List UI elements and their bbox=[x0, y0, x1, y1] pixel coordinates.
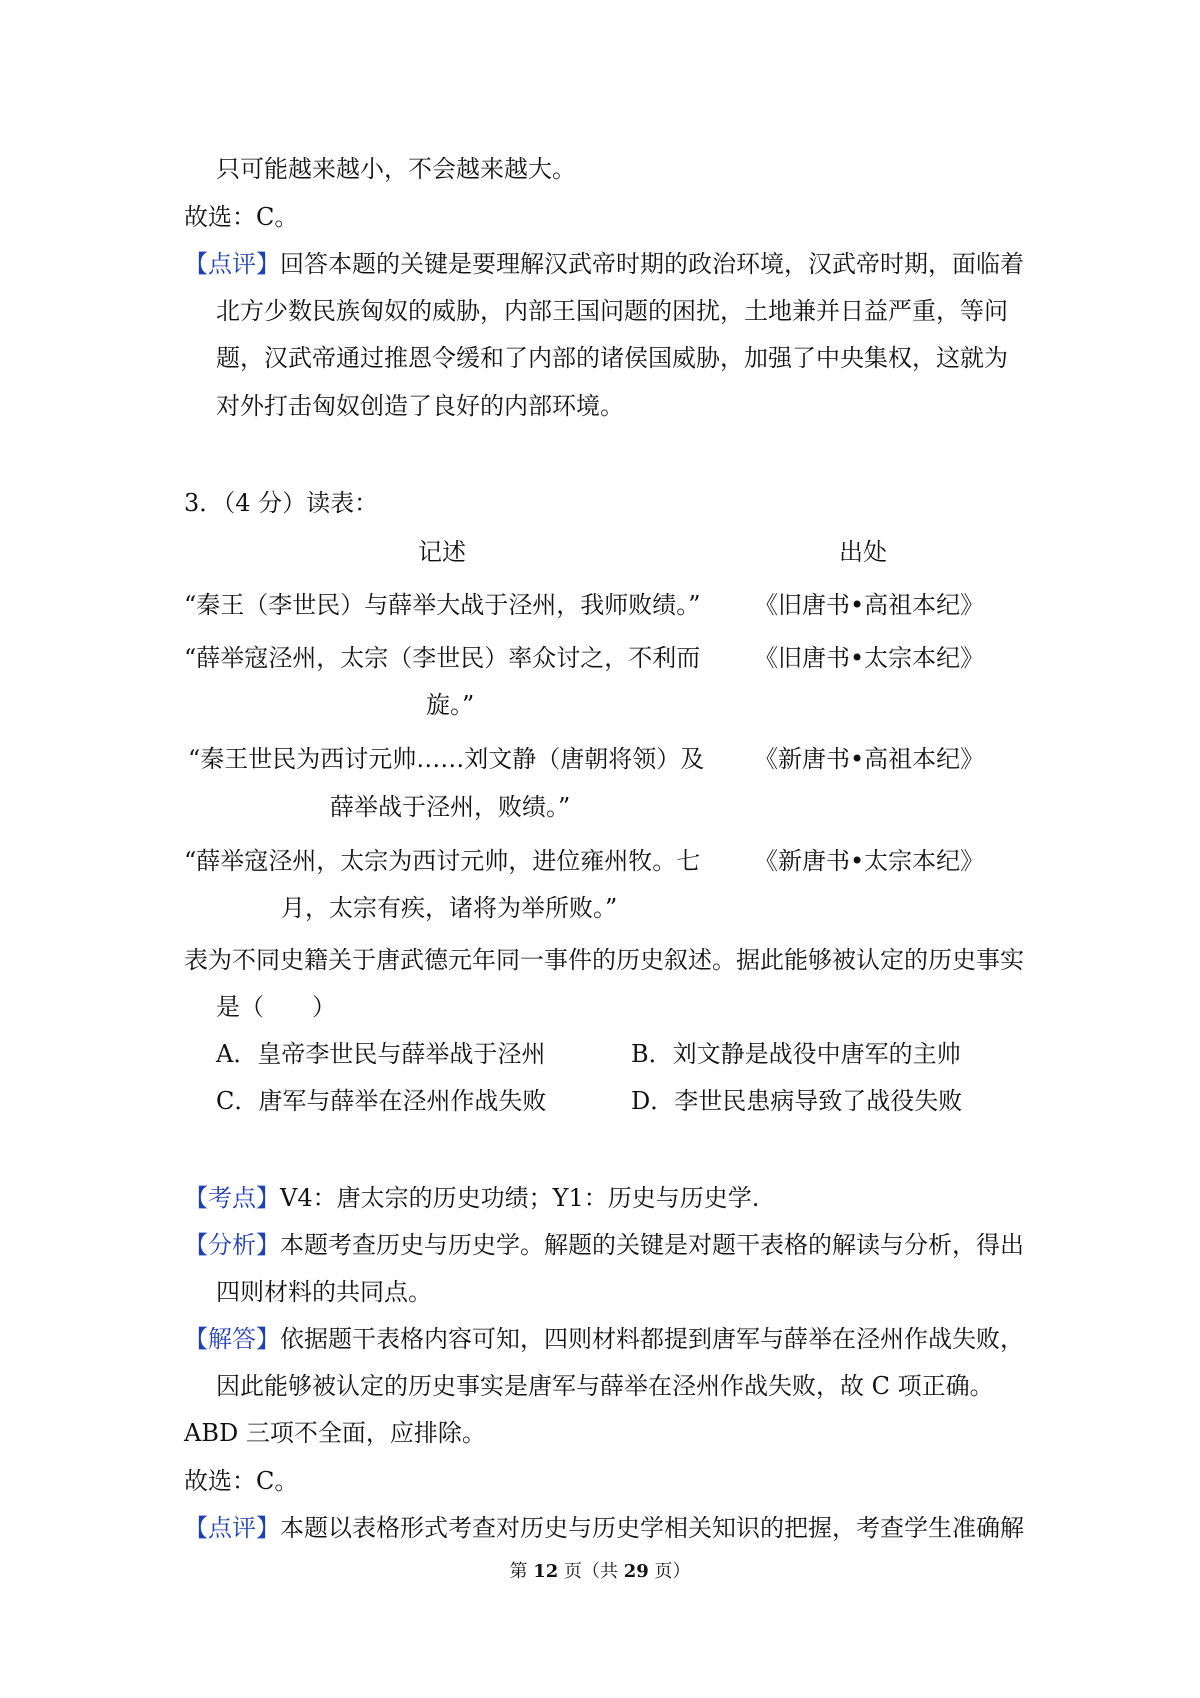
fenxi-line-1 bbox=[0, 1230, 1200, 1260]
page-footer bbox=[0, 1560, 1200, 1584]
kaodian-tag: 【考点】 bbox=[184, 1184, 280, 1212]
comment-1-line-2 bbox=[0, 296, 1200, 326]
option-c bbox=[216, 1086, 546, 1116]
comment-1-line-1 bbox=[0, 249, 1200, 279]
table-row-3-source: 《新唐书•高祖本纪》 bbox=[754, 745, 985, 773]
comment-1-text-3: 题，汉武帝通过推恩令缓和了内部的诸侯国威胁，加强了中央集权，这就为 bbox=[216, 344, 1008, 372]
option-d bbox=[631, 1086, 962, 1116]
jieda-text-1: 依据题干表格内容可知，四则材料都提到唐军与薛举在泾州作战失败， bbox=[280, 1325, 1024, 1353]
question-stem-text-1: 表为不同史籍关于唐武德元年同一事件的历史叙述。据此能够被认定的历史事实 bbox=[184, 946, 1024, 974]
footer-suffix: 页） bbox=[648, 1561, 691, 1582]
option-a-label: A． bbox=[216, 1040, 258, 1068]
question-header bbox=[0, 488, 1200, 518]
answer-2-text: 故选：C。 bbox=[184, 1467, 299, 1495]
question-number: 3． bbox=[184, 489, 224, 517]
table-row-4-record-line-2: 月，太宗有疾，诸将为举所败。” bbox=[281, 894, 618, 922]
comment-1-line-4 bbox=[0, 391, 1200, 421]
option-c-text: 唐军与薛举在泾州作战失败 bbox=[258, 1087, 547, 1115]
fenxi-line-2 bbox=[0, 1277, 1200, 1307]
jieda-line-1 bbox=[0, 1324, 1200, 1354]
jieda-tag: 【解答】 bbox=[184, 1325, 280, 1353]
option-a bbox=[216, 1039, 545, 1069]
jieda-text-2: 因此能够被认定的历史事实是唐军与薛举在泾州作战失败，故 C 项正确。 bbox=[216, 1372, 994, 1400]
option-b bbox=[631, 1039, 961, 1069]
question-stem-line-2 bbox=[0, 992, 1200, 1022]
comment-1-tag: 【点评】 bbox=[184, 250, 280, 278]
option-c-label: C． bbox=[216, 1087, 259, 1115]
table-row-4-record-line-1: “薛举寇泾州，太宗为西讨元帅，进位雍州牧。七 bbox=[184, 847, 701, 875]
option-d-label: D． bbox=[631, 1087, 675, 1115]
footer-prefix: 第 bbox=[509, 1561, 534, 1582]
option-b-label: B． bbox=[631, 1040, 673, 1068]
comment-2-tag: 【点评】 bbox=[184, 1514, 280, 1542]
kaodian-text: V4：唐太宗的历史功绩；Y1：历史与历史学. bbox=[280, 1184, 760, 1212]
table-row-4-source: 《新唐书•太宗本纪》 bbox=[754, 847, 985, 875]
fenxi-text-1: 本题考查历史与历史学。解题的关键是对题干表格的解读与分析，得出 bbox=[280, 1231, 1024, 1259]
fenxi-text-2: 四则材料的共同点。 bbox=[216, 1278, 432, 1306]
jieda-line-3 bbox=[0, 1418, 1200, 1448]
question-stem-text-2: 是（ ） bbox=[216, 993, 336, 1021]
footer-middle: 页（共 bbox=[558, 1561, 624, 1582]
table-row-1-source: 《旧唐书•高祖本纪》 bbox=[754, 591, 985, 619]
footer-total-pages: 29 bbox=[623, 1561, 649, 1582]
comment-1-text-2: 北方少数民族匈奴的威胁，内部王国问题的困扰，土地兼并日益严重，等问 bbox=[216, 297, 1008, 325]
option-b-text: 刘文静是战役中唐军的主帅 bbox=[672, 1040, 961, 1068]
intro-continuation bbox=[0, 154, 1200, 184]
kaodian-line bbox=[0, 1183, 1200, 1213]
jieda-line-2 bbox=[0, 1371, 1200, 1401]
table-header-record: 记述 bbox=[418, 538, 466, 566]
jieda-text-3: ABD 三项不全面，应排除。 bbox=[184, 1419, 486, 1447]
comment-1-text-4: 对外打击匈奴创造了良好的内部环境。 bbox=[216, 392, 624, 420]
table-row-3-record-line-2: 薛举战于泾州，败绩。” bbox=[330, 793, 571, 821]
footer-page-number: 12 bbox=[533, 1561, 559, 1582]
answer-2 bbox=[0, 1466, 1200, 1496]
table-row-2-record-line-2: 旋。” bbox=[426, 691, 475, 719]
fenxi-tag: 【分析】 bbox=[184, 1231, 280, 1259]
table-row-1-record: “秦王（李世民）与薛举大战于泾州，我师败绩。” bbox=[184, 591, 701, 619]
question-score: （4 分）读表： bbox=[223, 489, 379, 517]
question-stem-line-1 bbox=[0, 945, 1200, 975]
answer-1-text: 故选：C。 bbox=[184, 203, 299, 231]
comment-2-text: 本题以表格形式考查对历史与历史学相关知识的把握，考查学生准确解 bbox=[280, 1514, 1024, 1542]
option-a-text: 皇帝李世民与薛举战于泾州 bbox=[257, 1040, 546, 1068]
comment-2-line-1 bbox=[0, 1513, 1200, 1543]
answer-1 bbox=[0, 202, 1200, 232]
table-header-source: 出处 bbox=[839, 538, 887, 566]
comment-1-text-1: 回答本题的关键是要理解汉武帝时期的政治环境，汉武帝时期，面临着 bbox=[280, 250, 1024, 278]
table-row-2-record-line-1: “薛举寇泾州，太宗（李世民）率众讨之，不利而 bbox=[184, 644, 701, 672]
table-row-2-source: 《旧唐书•太宗本纪》 bbox=[754, 644, 985, 672]
intro-text: 只可能越来越小，不会越来越大。 bbox=[216, 155, 576, 183]
table-row-3-record-line-1: “秦王世民为西讨元帅……刘文静（唐朝将领）及 bbox=[188, 745, 705, 773]
comment-1-line-3 bbox=[0, 343, 1200, 373]
option-d-text: 李世民患病导致了战役失败 bbox=[674, 1087, 963, 1115]
